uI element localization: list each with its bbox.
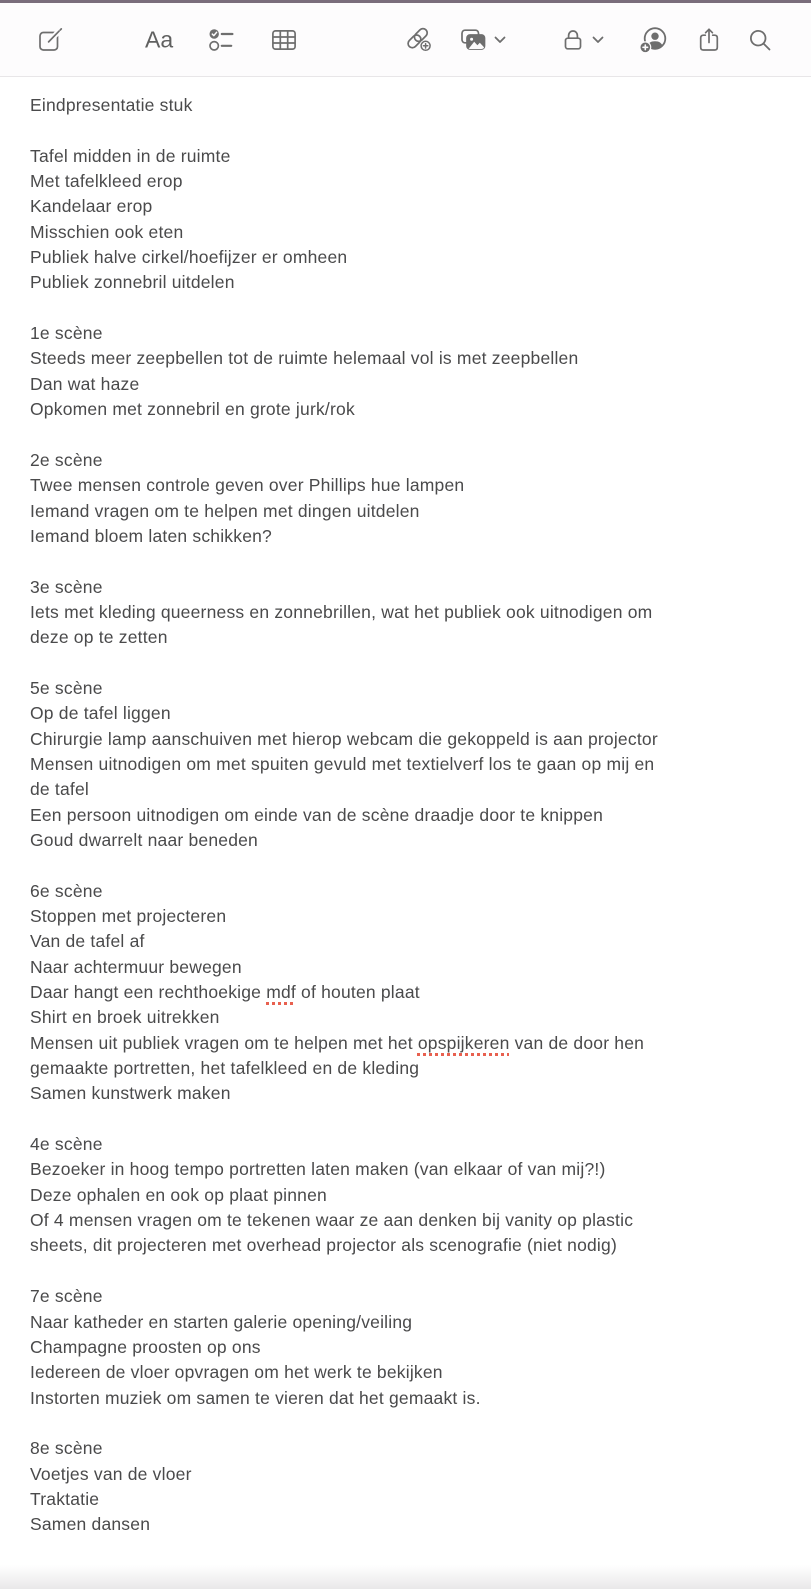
note-editor[interactable] (0, 77, 811, 1538)
note-line[interactable]: Iets met kleding queerness en zonnebrillen, wat het publiek ook uitnodigen om (30, 601, 653, 622)
note-line[interactable] (30, 1259, 785, 1284)
table-button[interactable] (270, 26, 298, 54)
note-line[interactable]: Deze ophalen en ook op plaat pinnen (30, 1184, 327, 1205)
note-line[interactable]: 1e scène (30, 323, 103, 344)
table-icon (270, 26, 298, 54)
compose-icon (36, 26, 64, 54)
add-link-icon (404, 25, 434, 55)
note-line[interactable] (30, 1107, 785, 1132)
note-line[interactable] (30, 118, 785, 143)
note-line[interactable] (30, 853, 785, 878)
note-line[interactable]: 8e scène (30, 1438, 103, 1459)
media-icon (459, 27, 488, 53)
add-person-icon (638, 25, 670, 55)
note-line[interactable]: Iemand vragen om te helpen met dingen uitdelen (30, 500, 420, 521)
note-line[interactable]: Bezoeker in hoog tempo portretten laten maken (van elkaar of van mij?!) (30, 1159, 606, 1180)
lock-icon (560, 26, 586, 54)
lock-button[interactable] (560, 26, 604, 54)
note-line[interactable]: Publiek halve cirkel/hoefijzer er omheen (30, 247, 348, 268)
note-line[interactable]: Stoppen met projecteren (30, 906, 227, 926)
note-line[interactable]: Champagne proosten op ons (30, 1336, 261, 1357)
note-line[interactable]: Chirurgie lamp aanschuiven met hierop webcam die gekoppeld is aan projector (30, 728, 658, 749)
note-line[interactable]: Publiek zonnebril uitdelen (30, 272, 235, 293)
checklist-icon (207, 26, 235, 54)
search-icon (747, 27, 773, 53)
note-line[interactable]: Met tafelkleed erop (30, 171, 183, 192)
note-line[interactable]: Naar achtermuur bewegen (30, 956, 242, 977)
format-button[interactable] (145, 28, 173, 51)
note-line[interactable]: deze op te zetten (30, 627, 168, 648)
note-line[interactable]: Naar katheder en starten galerie opening/veiling (30, 1311, 413, 1332)
notes-toolbar (0, 3, 811, 77)
note-line[interactable]: Samen kunstwerk maken (30, 1083, 231, 1104)
note-line[interactable]: Shirt en broek uitrekken (30, 1007, 220, 1028)
media-button[interactable] (459, 27, 506, 53)
note-line[interactable]: sheets, dit projecteren met overhead projector als scenografie (niet nodig) (30, 1235, 617, 1256)
collaborate-button[interactable] (638, 25, 670, 55)
note-line[interactable]: Goud dwarrelt naar beneden (30, 829, 258, 850)
note-line[interactable]: Iedereen de vloer opvragen om het werk te bekijken (30, 1362, 443, 1383)
checklist-button[interactable] (207, 26, 235, 54)
share-icon (696, 26, 722, 54)
note-line[interactable]: gemaakte portretten, het tafelkleed en de kleding (30, 1058, 420, 1079)
note-line[interactable] (30, 549, 785, 574)
note-line[interactable]: 3e scène (30, 576, 103, 597)
chevron-down-icon (592, 36, 604, 44)
note-line[interactable] (30, 1411, 785, 1436)
share-button[interactable] (696, 26, 722, 54)
chevron-down-icon (494, 36, 506, 44)
note-line[interactable]: Kandelaar erop (30, 196, 153, 217)
note-line[interactable]: 2e scène (30, 449, 103, 470)
note-line[interactable]: 5e scène (30, 677, 103, 698)
note-line[interactable]: Iemand bloem laten schikken? (30, 525, 272, 546)
note-line[interactable] (30, 296, 785, 321)
note-line[interactable]: Tafel midden in de ruimte (30, 145, 231, 166)
misspelled-word: opspijkeren (417, 1032, 510, 1053)
note-line[interactable] (30, 422, 785, 447)
note-line[interactable]: 4e scène (30, 1134, 103, 1155)
note-line[interactable] (30, 651, 785, 676)
note-line[interactable]: Voetjes van de vloer (30, 1463, 192, 1484)
note-line[interactable]: Samen dansen (30, 1514, 151, 1535)
new-note-button[interactable] (36, 26, 64, 54)
note-line[interactable]: Een persoon uitnodigen om einde van de scène draadje door te knippen (30, 804, 604, 825)
add-link-button[interactable] (404, 25, 434, 55)
note-line[interactable]: Of 4 mensen vragen om te tekenen waar ze aan denken bij vanity op plastic (30, 1210, 634, 1231)
note-line[interactable]: 6e scène (30, 880, 103, 901)
note-line[interactable]: Opkomen met zonnebril en grote jurk/rok (30, 399, 355, 420)
bottom-fade (0, 1565, 811, 1589)
note-line[interactable]: Mensen uitnodigen om met spuiten gevuld met textielverf los te gaan op mij en (30, 753, 655, 774)
note-line[interactable]: Dan wat haze (30, 373, 140, 394)
note-line[interactable]: Eindpresentatie stuk (30, 95, 193, 115)
note-line[interactable]: Traktatie (30, 1488, 100, 1509)
note-line[interactable]: Daar hangt een rechthoekige mdf of houten plaat (30, 982, 420, 1003)
format-text-label: Aa (145, 26, 174, 52)
note-line[interactable]: Op de tafel liggen (30, 703, 171, 724)
note-line[interactable]: Misschien ook eten (30, 221, 184, 242)
note-line[interactable]: de tafel (30, 779, 90, 800)
search-button[interactable] (747, 27, 773, 53)
note-line[interactable]: 7e scène (30, 1286, 103, 1307)
note-line[interactable]: Mensen uit publiek vragen om te helpen met het opspijkeren van de door hen (30, 1032, 645, 1053)
note-line[interactable]: Van de tafel af (30, 931, 145, 952)
misspelled-word: mdf (266, 982, 296, 1003)
note-line[interactable]: Instorten muziek om samen te vieren dat het gemaakt is. (30, 1387, 481, 1408)
note-line[interactable]: Twee mensen controle geven over Phillips hue lampen (30, 475, 465, 496)
note-line[interactable]: Steeds meer zeepbellen tot de ruimte helemaal vol is met zeepbellen (30, 348, 579, 369)
